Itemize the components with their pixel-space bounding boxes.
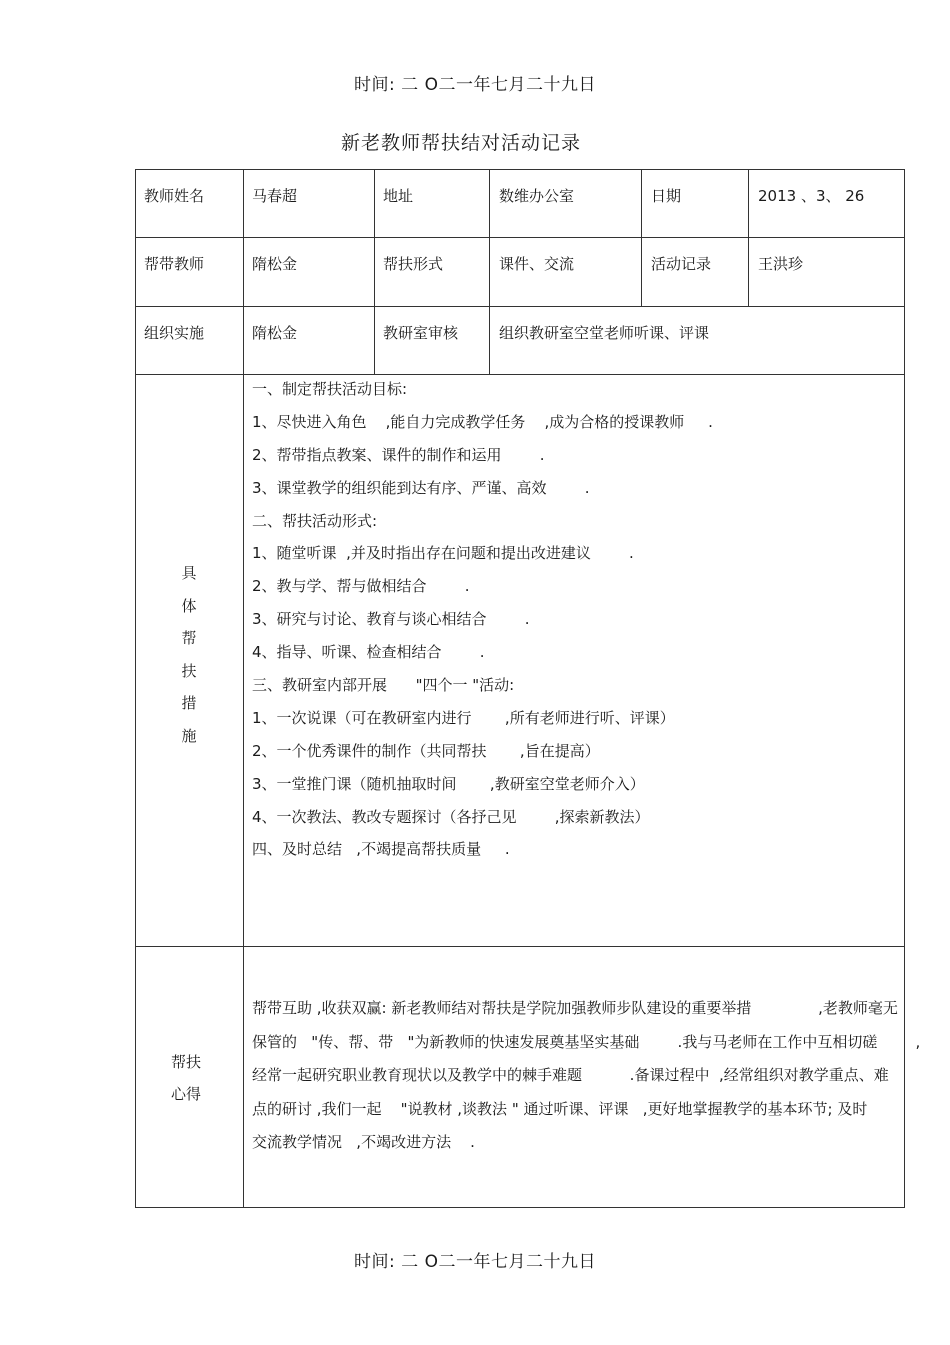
column-divider: [748, 169, 749, 307]
measures-label: [174, 557, 204, 752]
measures-label-char: 具: [181, 564, 197, 582]
experience-line: 经常一起研究职业教育现状以及教学中的棘手难题 .备课过程中 ,经常组织对教学重点、难: [252, 1066, 889, 1085]
measures-line: 二、帮扶活动形式:: [252, 511, 378, 530]
measures-line: 四、及时总结 ,不竭提高帮扶质量 .: [252, 840, 510, 859]
measures-label-char: 帮: [181, 629, 197, 647]
mentor-value: 隋松金: [252, 255, 298, 273]
review-value: 组织教研室空堂老师听课、评课: [499, 324, 710, 342]
experience-line: 帮带互助 ,收获双赢: 新老教师结对帮扶是学院加强教师步队建设的重要举措 ,老教师毫无: [252, 999, 898, 1017]
measures-line: 2、教与学、帮与做相结合 .: [252, 577, 470, 596]
column-divider: [641, 169, 642, 307]
mentoring-form-value: 课件、交流: [499, 255, 575, 273]
measures-line: 一、制定帮扶活动目标:: [252, 380, 408, 398]
mentoring-form-label: 帮扶形式: [383, 255, 444, 273]
teacher-name-value: 马春超: [252, 187, 298, 205]
activity-record-label: 活动记录: [651, 255, 712, 273]
header-time: 时间: 二 O二一年七月二十九日: [354, 75, 596, 95]
date-label: 日期: [651, 187, 682, 205]
address-value: 数维办公室: [499, 187, 575, 205]
measures-label-char: 扶: [181, 661, 197, 680]
experience-label-line: 帮扶: [170, 1053, 201, 1071]
table-border-bottom: [135, 1207, 905, 1208]
column-divider: [374, 169, 375, 375]
measures-line: 1、随堂听课 ,并及时指出存在问题和提出改进建议 .: [252, 544, 634, 563]
mentor-label: 帮带教师: [144, 255, 205, 273]
date-value: 2013 、3、 26: [758, 187, 865, 205]
footer-time: 时间: 二 O二一年七月二十九日: [354, 1252, 596, 1272]
measures-line: 三、教研室内部开展 "四个一 "活动:: [252, 676, 515, 695]
measures-label-char: 措: [181, 694, 197, 712]
row-divider: [135, 306, 905, 307]
experience-label-line: 心得: [170, 1085, 201, 1103]
measures-label-char: 体: [181, 596, 197, 615]
address-label: 地址: [383, 187, 414, 205]
row-divider: [135, 946, 905, 947]
measures-line: 2、帮带指点教案、课件的制作和运用 .: [252, 445, 545, 464]
organizer-label: 组织实施: [144, 324, 205, 342]
measures-content: [252, 373, 713, 866]
measures-line: 3、研究与讨论、教育与谈心相结合 .: [252, 610, 530, 629]
measures-line: 3、课堂教学的组织能到达有序、严谨、高效 .: [252, 478, 590, 497]
experience-line: 交流教学情况 ,不竭改进方法 .: [252, 1133, 475, 1152]
measures-line: 1、尽快进入角色 ,能自力完成教学任务 ,成为合格的授课教师 .: [252, 412, 713, 431]
table-border-top: [135, 169, 905, 170]
measures-line: 2、一个优秀课件的制作（共同帮扶 ,旨在提高）: [252, 741, 600, 760]
row-divider: [135, 237, 905, 238]
review-label: 教研室审核: [383, 324, 459, 342]
measures-line: 3、一堂推门课（随机抽取时间 ,教研室空堂老师介入）: [252, 774, 645, 793]
measures-label-char: 施: [181, 726, 197, 745]
column-divider: [489, 169, 490, 375]
experience-content: [252, 992, 920, 1160]
activity-record-value: 王洪珍: [758, 255, 804, 273]
document-title: 新老教师帮扶结对活动记录: [340, 132, 581, 154]
column-divider: [243, 169, 244, 1208]
measures-line: 1、一次说课（可在教研室内进行 ,所有老师进行听、评课）: [252, 708, 675, 727]
experience-line: 保管的 "传、帮、带 "为新教师的快速发展奠基坚实基础 .我与马老师在工作中互相切磋 ,: [252, 1032, 921, 1051]
table-border-left: [135, 169, 136, 1208]
measures-line: 4、指导、听课、检查相结合 .: [252, 643, 485, 662]
measures-line: 4、一次教法、教改专题探讨（各抒己见 ,探索新教法）: [252, 807, 650, 826]
teacher-name-label: 教师姓名: [144, 187, 205, 205]
organizer-value: 隋松金: [252, 324, 298, 342]
experience-label: [160, 1046, 212, 1110]
experience-line: 点的研讨 ,我们一起 "说教材 ,谈教法 " 通过听课、评课 ,更好地掌握教学的基本环节; 及时: [252, 1099, 868, 1118]
